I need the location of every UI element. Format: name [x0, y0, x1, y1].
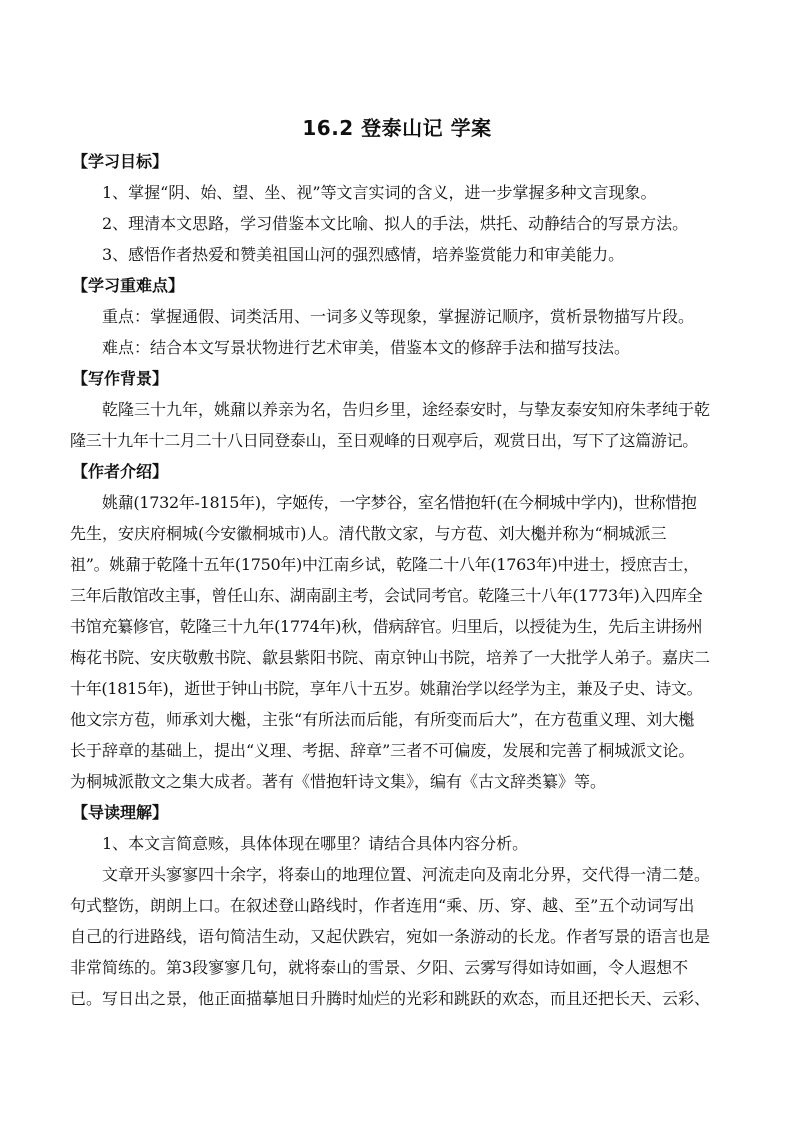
objective-line: 2、理清本文思路，学习借鉴本文比喻、拟人的手法，烘托、动静结合的写景方法。 — [102, 214, 689, 233]
author-line: 先生，安庆府桐城(今安徽桐城市)人。清代散文家，与方苞、刘大櫆并称为“桐城派三 — [70, 524, 667, 543]
author-line: 祖”。姚鼐于乾隆十五年(1750年)中江南乡试，乾隆二十八年(1763年)中进士，授庶吉士， — [70, 555, 699, 574]
author-line: 书馆充纂修官，乾隆三十九年(1774年)秋，借病辞官。归里后，以授徒为生，先后主讲扬州 — [70, 617, 703, 636]
author-line: 梅花书院、安庆敬敷书院、歙县紫阳书院、南京钟山书院，培养了一大批学人弟子。嘉庆二 — [70, 648, 711, 667]
author-line: 三年后散馆改主事，曾任山东、湖南副主考，会试同考官。乾隆三十八年(1773年)入四库全 — [70, 586, 703, 605]
section-heading-author: 【作者介绍】 — [72, 462, 169, 481]
author-line: 为桐城派散文之集大成者。著有《惜抱轩诗文集》，编有《古文辞类纂》等。 — [70, 772, 607, 791]
reading-line: 非常简练的。第3段寥寥几句，就将泰山的雪景、夕阳、云雾写得如诗如画，令人遐想不 — [70, 958, 689, 977]
author-line: 他文宗方苞，师承刘大櫆，主张“有所法而后能，有所变而后大”，在方苞重义理、刘大櫆 — [70, 710, 695, 729]
key-point-line: 重点：掌握通假、词类活用、一词多义等现象，掌握游记顺序，赏析景物描写片段。 — [102, 307, 695, 326]
background-line: 隆三十九年十二月二十八日同登泰山，至日观峰的日观亭后，观赏日出，写下了这篇游记。 — [70, 431, 699, 450]
author-line: 姚鼐(1732年-1815年)，字姬传，一字梦谷，室名惜抱轩(在今桐城中学内)，世称惜抱 — [102, 493, 697, 512]
objective-line: 3、感悟作者热爱和赞美祖国山河的强烈感情，培养鉴赏能力和审美能力。 — [102, 245, 625, 264]
author-line: 长于辞章的基础上，提出“义理、考据、辞章”三者不可偏废，发展和完善了桐城派文论。 — [70, 741, 695, 760]
section-heading-key-points: 【学习重难点】 — [72, 276, 185, 295]
objective-line: 1、掌握“阴、始、望、坐、视”等文言实词的含义，进一步掌握多种文言现象。 — [102, 183, 657, 202]
reading-line: 自己的行进路线，语句简洁生动，又起伏跌宕，宛如一条游动的长龙。作者写景的语言也是 — [70, 927, 711, 946]
background-line: 乾隆三十九年，姚鼐以养亲为名，告归乡里，途经泰安时，与挚友泰安知府朱孝纯于乾 — [102, 400, 711, 419]
section-heading-objectives: 【学习目标】 — [72, 152, 169, 171]
section-heading-background: 【写作背景】 — [72, 369, 169, 388]
reading-line: 文章开头寥寥四十余字，将泰山的地理位置、河流走向及南北分界，交代得一清二楚。 — [102, 865, 711, 884]
author-line: 十年(1815年)，逝世于钟山书院，享年八十五岁。姚鼐治学以经学为主，兼及子史、诗文。 — [70, 679, 703, 698]
document-body — [70, 146, 720, 1014]
key-point-line: 难点：结合本文写景状物进行艺术审美，借鉴本文的修辞手法和描写技法。 — [102, 338, 631, 357]
reading-line: 已。写日出之景，他正面描摹旭日升腾时灿烂的光彩和跳跃的欢态，而且还把长天、云彩、 — [70, 989, 711, 1008]
reading-question: 1、本文言简意赅，具体体现在哪里？请结合具体内容分析。 — [102, 834, 529, 853]
reading-line: 句式整饬，朗朗上口。在叙述登山路线时，作者连用“乘、历、穿、越、至”五个动词写出 — [70, 896, 695, 915]
section-heading-reading-guide: 【导读理解】 — [72, 803, 169, 822]
document-title: 16.2 登泰山记 学案 — [302, 116, 492, 140]
